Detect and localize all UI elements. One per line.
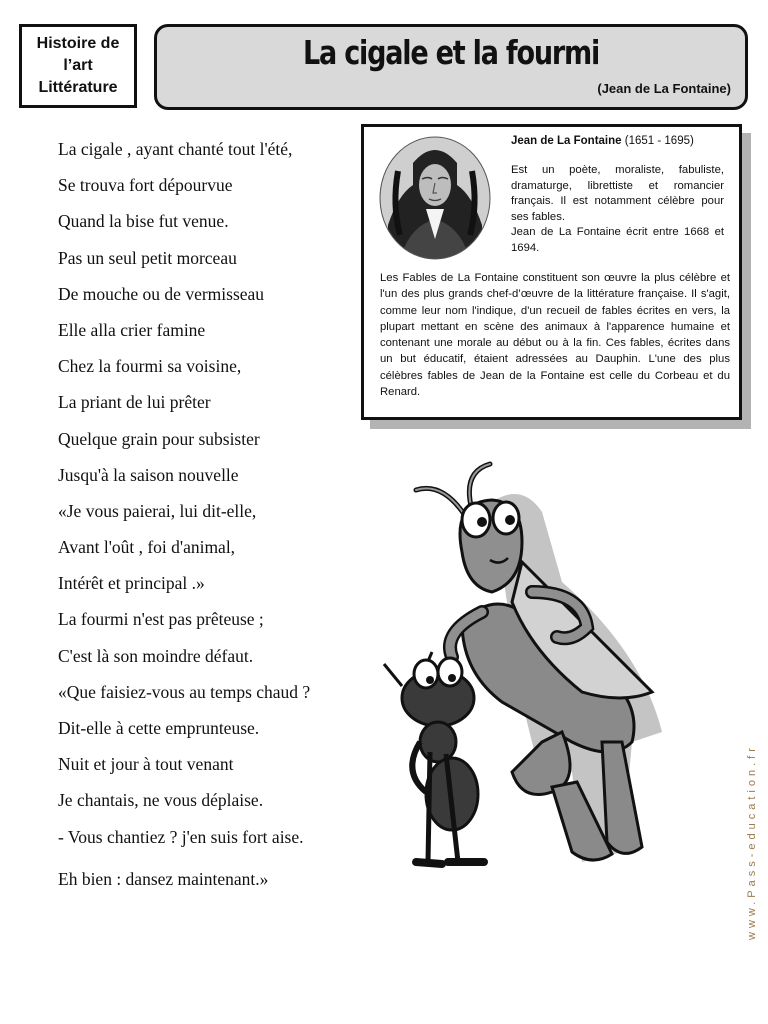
bio-description: Est un poète, moraliste, fabuliste, dramaturge, librettiste et romancier français. Il est notamment célèbre pour ses fables. [511, 164, 724, 223]
poem-line: C'est là son moindre défaut. [58, 645, 254, 666]
category-line: Littérature [38, 79, 118, 96]
poem-line: Intérêt et principal .» [58, 573, 205, 594]
poem-line: La cigale , ayant chanté tout l'été, [58, 139, 293, 159]
portrait-image [378, 135, 492, 261]
poem-line: Avant l'oût , foi d'animal, [58, 537, 236, 558]
poem [58, 136, 358, 902]
poem-line: Je chantais, ne vous déplaise. [58, 790, 264, 811]
poem-line: Quelque grain pour subsister [58, 428, 260, 449]
category-line: l’art [63, 57, 93, 74]
poem-line: Quand la bise fut venue. [58, 211, 229, 232]
poem-line: Se trouva fort dépourvue [58, 175, 233, 196]
title-box [154, 24, 748, 110]
author-dates: (1651 - 1695) [624, 135, 694, 147]
poem-line: Dit-elle à cette emprunteuse. [58, 718, 260, 738]
fables-text: Les Fables de La Fontaine constituent son œuvre la plus célèbre et l'un des plus grands chef-d’œuvre de la littérature française. Il s'agit, comme leur nom l'indique, d'un recueil de fables écrites en vers, la plupart mettant en scène des animaux à l'apparence humaine et contenant une morale au début ou à la fin. Ces fables, écrites dans un but éducatif, étaient adressées au Dauphin. L'une des plus célèbres fables de Jean de la Fontaine est celle du Corbeau et du Renard. [380, 272, 730, 399]
poem-line: Pas un seul petit morceau [58, 247, 237, 268]
poem-line: Jusqu'à la saison nouvelle [58, 464, 239, 485]
author-name: Jean de La Fontaine [511, 135, 622, 147]
poem-line: La priant de lui prêter [58, 392, 211, 413]
bio-box [361, 124, 742, 420]
poem-line: Chez la fourmi sa voisine, [58, 356, 242, 377]
poem-line: «Que faisiez-vous au temps chaud ? [58, 681, 311, 702]
poem-line: - Vous chantiez ? j'en suis fort aise. [58, 826, 304, 847]
page-subtitle: (Jean de La Fontaine) [597, 81, 731, 96]
category-box [19, 24, 137, 108]
watermark: www.Pass-education.fr [746, 744, 758, 940]
cicada-and-ant-illustration [372, 442, 684, 882]
category-line: Histoire de [36, 35, 120, 52]
bio-heading [511, 135, 694, 147]
page-title: La cigale et la fourmi [303, 33, 599, 72]
poem-line: De mouche ou de vermisseau [58, 283, 265, 304]
bio-writing-period: Jean de La Fontaine écrit entre 1668 et 1694. [511, 226, 724, 254]
poem-line: La fourmi n'est pas prêteuse ; [58, 609, 264, 630]
poem-line: Nuit et jour à tout venant [58, 754, 234, 775]
poem-line: «Je vous paierai, lui dit-elle, [58, 500, 257, 521]
bio-text [511, 163, 724, 256]
poem-line: Elle alla crier famine [58, 319, 206, 340]
poem-line: Eh bien : dansez maintenant.» [58, 868, 269, 889]
